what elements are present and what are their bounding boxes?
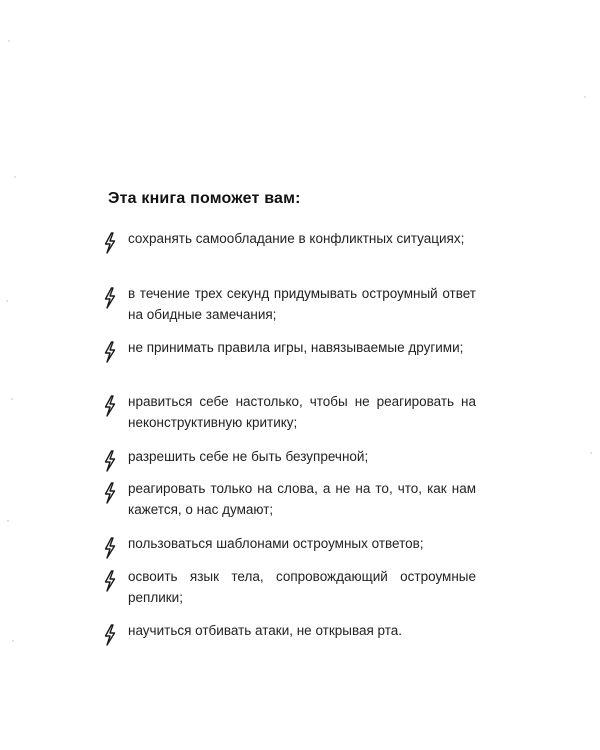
list-item-text: не принимать правила игры, навязываемые другими; <box>128 340 464 355</box>
list-item-text: научиться отбивать атаки, не открывая рта. <box>128 623 403 638</box>
list-item-text: сохранять самообладание в конфликтных ситуациях; <box>128 231 465 246</box>
lightning-bolt-icon <box>104 395 116 417</box>
lightning-bolt-icon <box>104 624 116 646</box>
list-item-text: разрешить себе не быть безупречной; <box>128 449 369 464</box>
lightning-bolt-icon <box>104 232 116 254</box>
scan-speck <box>12 640 14 642</box>
page-heading: Эта книга поможет вам: <box>108 190 301 207</box>
list-item-text: освоить язык тела, сопровождающий остроумные реплики; <box>128 569 476 605</box>
scan-speck <box>584 96 586 98</box>
scan-speck <box>590 452 592 454</box>
lightning-bolt-icon <box>104 341 116 363</box>
lightning-bolt-icon <box>104 482 116 504</box>
scan-speck <box>7 520 9 522</box>
list-item-text: нравиться себе настолько, чтобы не реагировать на неконструктивную критику; <box>128 394 476 430</box>
scan-speck <box>8 40 10 42</box>
scan-speck <box>6 300 8 302</box>
list-item-text: пользоваться шаблонами остроумных ответов; <box>128 536 424 551</box>
list-item-text: в течение трех секунд придумывать остроумный ответ на обидные замечания; <box>128 286 476 322</box>
list-item-text: реагировать только на слова, а не на то, что, как нам кажется, о нас думают; <box>128 481 476 517</box>
lightning-bolt-icon <box>104 537 116 559</box>
scan-speck <box>14 176 16 178</box>
lightning-bolt-icon <box>104 570 116 592</box>
lightning-bolt-icon <box>104 287 116 309</box>
lightning-bolt-icon <box>104 450 116 472</box>
scan-speck <box>11 398 13 400</box>
